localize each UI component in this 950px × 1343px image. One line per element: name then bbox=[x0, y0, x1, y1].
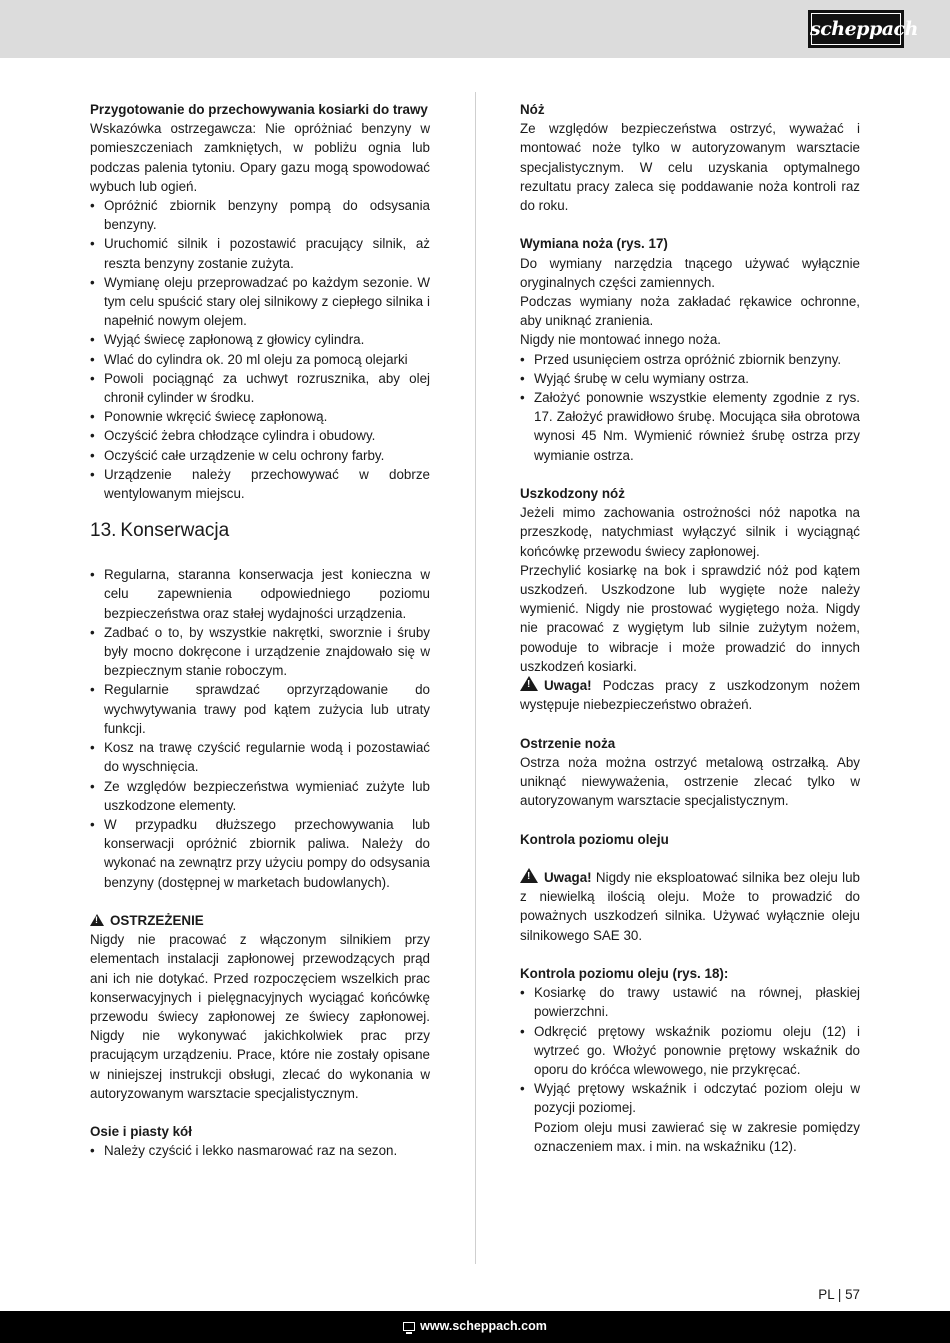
list-item: • Urządzenie należy przechowywać w dobrze wentylowanym miejscu. bbox=[90, 465, 430, 503]
list-item: • W przypadku dłuższego przechowywania lub konserwacji opróżnić zbiornik paliwa. Należy do wykonać na zewnątrz przy użyciu pompy do odsysania benzyny (dostępnej w marketach budowlanych). bbox=[90, 815, 430, 892]
maintenance-list bbox=[90, 565, 430, 891]
list-item: • Ponownie wkręcić świecę zapłonową. bbox=[90, 407, 430, 426]
list-item: • Regularna, staranna konserwacja jest konieczna w celu zapewnienia odpowiedniego poziomu bezpieczeństwa oraz stałej wydajności urządzenia. bbox=[90, 565, 430, 623]
list-item: • Założyć ponownie wszystkie elementy zgodnie z rys. 17. Założyć prawidłowo śrubę. Mocująca siła obrotowa wynosi 45 Nm. Wymienić również śrubę ostrza przy wymianie ostrza. bbox=[520, 388, 860, 465]
oilcheck-note: Poziom oleju musi zawierać się w zakresie pomiędzy oznaczeniem max. i min. na wskaźniku (12). bbox=[534, 1119, 860, 1154]
column-divider bbox=[475, 92, 476, 1264]
monitor-icon bbox=[403, 1322, 415, 1331]
oilcheck-heading: Kontrola poziomu oleju (rys. 18): bbox=[520, 966, 729, 982]
list-item: • Zadbać o to, by wszystkie nakrętki, sworznie i śruby były mocno dokręcone i urządzenie znajdowało się w bezpiecznym stanie roboczym. bbox=[90, 623, 430, 681]
storage-heading: Przygotowanie do przechowywania kosiarki do trawy bbox=[90, 102, 428, 117]
list-item: • Regularnie sprawdzać oprzyrządowanie do wychwytywania trawy pod kątem zużycia lub utraty funkcji. bbox=[90, 680, 430, 738]
list-item: • Wyjąć świecę zapłonową z głowicy cylindra. bbox=[90, 330, 430, 349]
section-heading bbox=[90, 519, 430, 543]
left-column bbox=[90, 100, 430, 1161]
oil-heading: Kontrola poziomu oleju bbox=[520, 831, 669, 847]
list-item: • Wymianę oleju przeprowadzać po każdym sezonie. W tym celu spuścić stary olej silnikowy z ciepłego silnika i napełnić nowym olejem. bbox=[90, 273, 430, 331]
damaged-warning bbox=[520, 676, 860, 714]
warning-title: OSTRZEŻENIE bbox=[110, 912, 204, 928]
storage-list bbox=[90, 196, 430, 503]
knife-heading: Nóż bbox=[520, 102, 545, 117]
section-number: 13. bbox=[90, 520, 117, 542]
warning-label: Uwaga! bbox=[544, 678, 592, 694]
list-item: • Wlać do cylindra ok. 20 ml oleju za pomocą olejarki bbox=[90, 350, 430, 369]
wheels-heading: Osie i piasty kół bbox=[90, 1124, 192, 1140]
list-item: • Uruchomić silnik i pozostawić pracujący silnik, aż reszta benzyny zostanie zużyta. bbox=[90, 234, 430, 272]
header-bar bbox=[0, 0, 950, 58]
list-item: • Wyjąć prętowy wskaźnik i odczytać poziom oleju w pozycji poziomej. bbox=[520, 1079, 860, 1117]
warning-text: Podczas pracy z uszkodzonym nożem występuje niebezpieczeństwo obrażeń. bbox=[520, 678, 860, 713]
knife-text: Ze względów bezpieczeństwa ostrzyć, wyważać i montować noże tylko w autoryzowanym warsztacie specjalistycznym. W celu uzyskania optymalnego rezultatu pracy zaleca się poddawanie noża kontroli raz do roku. bbox=[520, 121, 860, 214]
damaged-paragraph: Przechylić kosiarkę na bok i sprawdzić nóż pod kątem uszkodzeń. Uszkodzone lub wygięte noże należy wymienić. Nigdy nie prostować wygiętego noża. Nigdy nie pracować z wygiętym lub silnie zużytym nożem, powoduje to wibracje i może prowadzić do innych uszkodzeń kosiarki. bbox=[520, 562, 860, 674]
section-title: Konserwacja bbox=[120, 520, 230, 542]
damaged-heading: Uszkodzony nóż bbox=[520, 486, 625, 502]
warning-heading bbox=[90, 911, 430, 930]
storage-warning: Wskazówka ostrzegawcza: Nie opróżniać benzyny w pomieszczeniach zamkniętych, w pobliżu ognia lub podczas palenia tytoniu. Opary gazu mogą spowodować wybuch lub ogień. bbox=[90, 121, 430, 194]
page-number: PL | 57 bbox=[818, 1287, 860, 1302]
footer-bar bbox=[0, 1311, 950, 1343]
list-item: • Oczyścić całe urządzenie w celu ochrony farby. bbox=[90, 446, 430, 465]
warning-text: Nigdy nie pracować z włączonym silnikiem przy elementach instalacji zapłonowej przewodzących prąd ani ich nie dotykać. Przed rozpoczęciem wszelkich prac konserwacyjnych i pielęgnacyjnych wyciągać końcówkę przewodu świecy zapłonowej ze świecy zapłonowej. Nigdy nie wykonywać jakichkolwiek prac przy pracującym urządzeniu. Prace, które nie zostały opisane w niniejszej instrukcji obsługi, zlecać do wykonania w autoryzowanym warsztacie specjalistycznym. bbox=[90, 932, 430, 1101]
list-item: • Należy czyścić i lekko nasmarować raz na sezon. bbox=[90, 1141, 430, 1160]
warning-text: Nigdy nie eksploatować silnika bez oleju lub z niewielką ilością oleju. Może to prowadzić do poważnych uszkodzeń silnika. Używać wyłącznie oleju silnikowego SAE 30. bbox=[520, 870, 860, 943]
warning-label: Uwaga! bbox=[544, 870, 592, 886]
list-item: • Powoli pociągnąć za uchwyt rozrusznika, aby olej chronił cylinder w środku. bbox=[90, 369, 430, 407]
list-item: • Przed usunięciem ostrza opróżnić zbiornik benzyny. bbox=[520, 350, 860, 369]
warning-icon bbox=[520, 868, 538, 883]
damaged-paragraph: Jeżeli mimo zachowania ostrożności nóż napotka na przeszkodę, natychmiast wyłączyć silnik i wyciągnąć końcówkę przewodu świecy zapłonowej. bbox=[520, 505, 860, 559]
replace-paragraph: Nigdy nie montować innego noża. bbox=[520, 332, 721, 348]
replace-paragraph: Do wymiany narzędzia tnącego używać wyłącznie oryginalnych części zamiennych. bbox=[520, 255, 860, 290]
list-item: • Opróżnić zbiornik benzyny pompą do odsysania benzyny. bbox=[90, 196, 430, 234]
warning-icon bbox=[90, 914, 104, 926]
right-column bbox=[520, 100, 860, 1156]
warning-icon bbox=[520, 676, 538, 691]
replace-list bbox=[520, 350, 860, 465]
oil-warning bbox=[520, 868, 860, 945]
replace-paragraph: Podczas wymiany noża zakładać rękawice ochronne, aby uniknąć zranienia. bbox=[520, 294, 860, 329]
wheels-list bbox=[90, 1141, 430, 1160]
replace-heading: Wymiana noża (rys. 17) bbox=[520, 236, 668, 252]
list-item: • Ze względów bezpieczeństwa wymieniać zużyte lub uszkodzone elementy. bbox=[90, 777, 430, 815]
list-item: • Kosz na trawę czyścić regularnie wodą i pozostawiać do wyschnięcia. bbox=[90, 738, 430, 776]
list-item: • Odkręcić prętowy wskaźnik poziomu oleju (12) i wytrzeć go. Włożyć ponownie prętowy wskaźnik do oporu do króćca wlewowego, nie przykręcać. bbox=[520, 1022, 860, 1080]
list-item: • Oczyścić żebra chłodzące cylindra i obudowy. bbox=[90, 426, 430, 445]
sharpen-heading: Ostrzenie noża bbox=[520, 735, 616, 751]
list-item: • Kosiarkę do trawy ustawić na równej, płaskiej powierzchni. bbox=[520, 983, 860, 1021]
sharpen-text: Ostrza noża można ostrzyć metalową ostrzałką. Aby uniknąć niewyważenia, ostrzenie zlecać tylko w autoryzowanym warsztacie specjalistycznym. bbox=[520, 754, 860, 809]
footer-url[interactable]: www.scheppach.com bbox=[420, 1319, 547, 1333]
scheppach-logo: scheppach bbox=[808, 10, 904, 48]
list-item: • Wyjąć śrubę w celu wymiany ostrza. bbox=[520, 369, 860, 388]
oilcheck-list bbox=[520, 983, 860, 1117]
